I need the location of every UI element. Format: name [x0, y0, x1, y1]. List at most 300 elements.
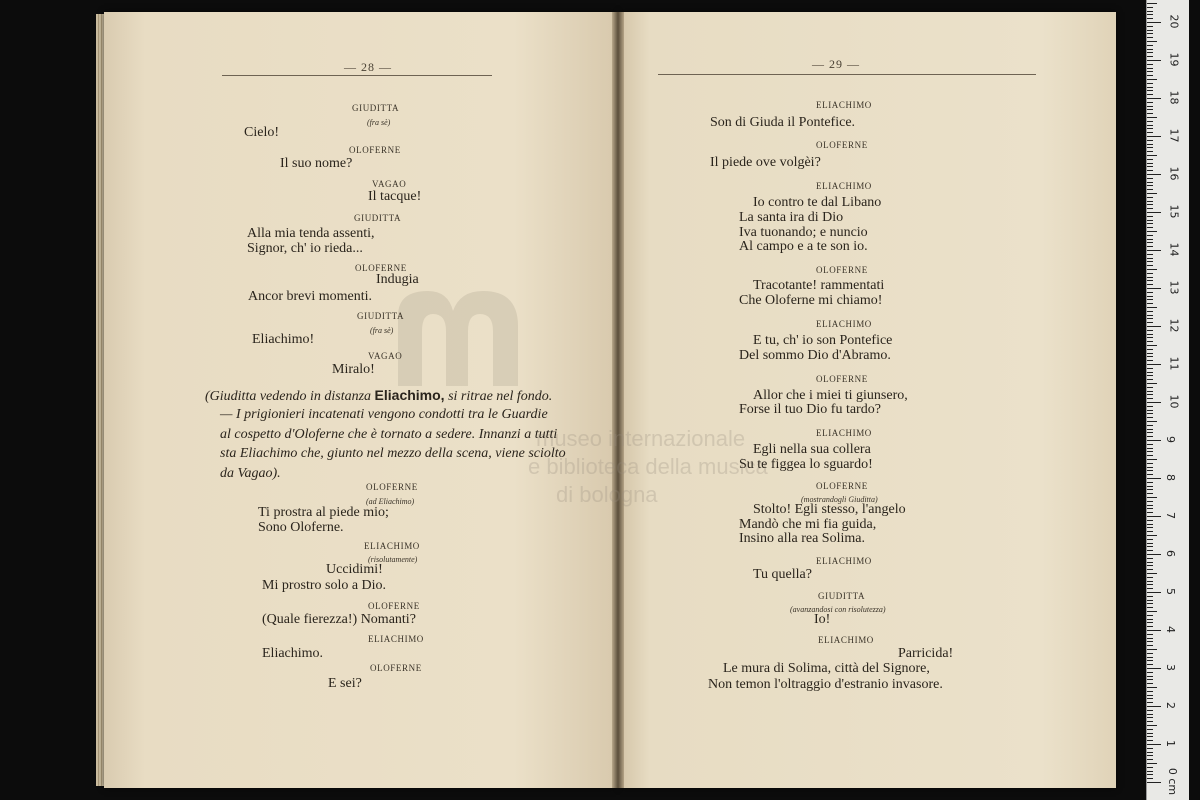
right-speaker-name: GIUDITTA: [818, 591, 866, 601]
ruler-tick: [1147, 569, 1153, 570]
ruler-tick: [1147, 254, 1153, 255]
left-verse-line: Sono Oloferne.: [258, 520, 344, 535]
ruler-tick: [1147, 413, 1153, 414]
ruler-tick: [1147, 56, 1153, 57]
ruler-tick: [1147, 326, 1161, 327]
ruler-tick: [1147, 615, 1153, 616]
ruler-tick: [1147, 341, 1153, 342]
ruler-tick: [1147, 565, 1153, 566]
right-verse-line: La santa ira di Dio: [739, 210, 844, 225]
ruler-tick: [1147, 64, 1153, 65]
right-verse-line: Stolto! Egli stesso, l'angelo: [753, 502, 906, 517]
ruler-tick: [1147, 79, 1157, 80]
ruler-tick: [1147, 600, 1153, 601]
left-verse-line: Eliachimo.: [262, 646, 324, 661]
ruler-tick: [1147, 128, 1153, 129]
ruler-tick: [1147, 410, 1153, 411]
ruler-tick: [1147, 710, 1153, 711]
ruler-tick: [1147, 752, 1153, 753]
ruler-tick: [1147, 11, 1153, 12]
ruler-tick: [1147, 166, 1153, 167]
ruler-tick: [1147, 634, 1153, 635]
ruler-tick: [1147, 611, 1157, 612]
right-verse-line: Insino alla rea Solima.: [739, 531, 865, 546]
ruler-tick: [1147, 33, 1153, 34]
ruler-tick: [1147, 193, 1157, 194]
right-verse-line: Io contro te dal Libano: [753, 195, 882, 210]
ruler-tick: [1147, 242, 1153, 243]
ruler-label: 13: [1167, 280, 1181, 295]
ruler-tick: [1147, 261, 1153, 262]
ruler-tick: [1147, 497, 1157, 498]
ruler-label: 16: [1167, 166, 1181, 181]
ruler-tick: [1147, 486, 1153, 487]
ruler-label: 9: [1164, 436, 1177, 443]
ruler-tick: [1147, 478, 1161, 479]
ruler-label: 14: [1167, 242, 1181, 257]
right-stage-note: (avanzandosi con risolutezza): [790, 605, 886, 614]
ruler-label: 19: [1167, 52, 1181, 67]
stage-direction-line: [220, 407, 548, 423]
ruler-tick: [1147, 748, 1153, 749]
ruler-tick: [1147, 421, 1157, 422]
ruler-tick: [1147, 109, 1153, 110]
ruler-tick: [1147, 163, 1153, 164]
ruler-tick: [1147, 68, 1153, 69]
left-stage-note: (ad Eliachimo): [366, 497, 415, 506]
ruler-tick: [1147, 398, 1153, 399]
ruler-tick: [1147, 622, 1153, 623]
ruler-tick: [1147, 444, 1153, 445]
ruler-tick: [1147, 140, 1153, 141]
right-speaker-name: ELIACHIMO: [818, 635, 874, 645]
right-verse-line: Son di Giuda il Pontefice.: [710, 115, 856, 130]
right-verse-line: Non temon l'oltraggio d'estranio invasore.: [708, 677, 943, 692]
left-verse-line: Cielo!: [244, 125, 279, 140]
ruler-label: 0 cm: [1166, 767, 1180, 796]
ruler-tick: [1147, 455, 1153, 456]
ruler-tick: [1147, 113, 1153, 114]
ruler-tick: [1147, 106, 1153, 107]
ruler-tick: [1147, 170, 1153, 171]
ruler-tick: [1147, 740, 1153, 741]
left-page-number: — 28 —: [344, 60, 392, 74]
ruler-label: 12: [1167, 318, 1181, 333]
ruler-tick: [1147, 204, 1153, 205]
ruler-tick: [1147, 653, 1153, 654]
stage-direction-line: [205, 387, 552, 405]
ruler-tick: [1147, 22, 1161, 23]
ruler-tick: [1147, 223, 1153, 224]
ruler-tick: [1147, 189, 1153, 190]
ruler-tick: [1147, 159, 1153, 160]
ruler-tick: [1147, 277, 1153, 278]
ruler-tick: [1147, 26, 1153, 27]
ruler-tick: [1147, 448, 1153, 449]
left-verse-line: Signor, ch' io rieda...: [247, 241, 363, 256]
ruler-tick: [1147, 702, 1153, 703]
left-verse-line: Il suo nome?: [280, 156, 353, 171]
ruler-tick: [1147, 375, 1153, 376]
ruler-tick: [1147, 725, 1157, 726]
ruler-label: 10: [1167, 394, 1181, 409]
ruler-tick: [1147, 774, 1153, 775]
right-speaker-name: ELIACHIMO: [816, 556, 872, 566]
ruler-tick: [1147, 581, 1153, 582]
ruler-tick: [1147, 14, 1153, 15]
left-speaker-name: GIUDITTA: [357, 311, 405, 321]
ruler-tick: [1147, 638, 1153, 639]
ruler-tick: [1147, 37, 1153, 38]
ruler-tick: [1147, 280, 1153, 281]
ruler-tick: [1147, 185, 1153, 186]
ruler-tick: [1147, 425, 1153, 426]
ruler-tick: [1147, 543, 1153, 544]
stage-direction-text: sta Eliachimo che, giunto nel mezzo della scena, viene sciolto: [220, 446, 566, 461]
ruler-label: 5: [1164, 588, 1177, 595]
ruler-tick: [1147, 763, 1157, 764]
right-verse-line: Tracotante! rammentati: [753, 278, 885, 293]
ruler-tick: [1147, 296, 1153, 297]
ruler-tick: [1147, 52, 1153, 53]
left-speaker-name: GIUDITTA: [352, 103, 400, 113]
ruler-tick: [1147, 520, 1153, 521]
stage-direction-bold: Eliachimo,: [374, 387, 445, 403]
ruler-tick: [1147, 379, 1153, 380]
ruler-tick: [1147, 7, 1153, 8]
ruler-tick: [1147, 147, 1153, 148]
ruler-tick: [1147, 265, 1153, 266]
left-speaker-name: ELIACHIMO: [368, 634, 424, 644]
right-speaker-name: OLOFERNE: [816, 481, 868, 491]
ruler-tick: [1147, 440, 1161, 441]
right-verse-line: Su te figgea lo sguardo!: [739, 457, 873, 472]
ruler-tick: [1147, 250, 1161, 251]
left-stage-note: (fra sè): [370, 326, 394, 335]
ruler-tick: [1147, 619, 1153, 620]
ruler-tick: [1147, 144, 1153, 145]
stage-direction-text: (Giuditta vedendo in distanza: [205, 389, 375, 404]
ruler-tick: [1147, 588, 1153, 589]
ruler-tick: [1147, 349, 1153, 350]
right-verse-line: Del sommo Dio d'Abramo.: [739, 348, 891, 363]
ruler-tick: [1147, 322, 1153, 323]
stage-direction-line: [220, 446, 566, 462]
ruler-tick: [1147, 489, 1153, 490]
ruler-tick: [1147, 660, 1153, 661]
left-speaker-name: ELIACHIMO: [364, 541, 420, 551]
ruler-label: 6: [1164, 550, 1177, 557]
ruler-tick: [1147, 208, 1153, 209]
ruler-tick: [1147, 197, 1153, 198]
measuring-ruler: [1146, 0, 1189, 800]
ruler-tick: [1147, 216, 1153, 217]
left-verse-line: Uccidimi!: [326, 562, 383, 577]
ruler-tick: [1147, 717, 1153, 718]
right-speaker-name: OLOFERNE: [816, 265, 868, 275]
left-speaker-name: GIUDITTA: [354, 213, 402, 223]
ruler-tick: [1147, 220, 1153, 221]
left-speaker-name: VAGAO: [372, 179, 407, 189]
ruler-tick: [1147, 744, 1161, 745]
ruler-tick: [1147, 288, 1161, 289]
ruler-tick: [1147, 698, 1153, 699]
left-verse-line: E sei?: [328, 676, 362, 691]
ruler-tick: [1147, 307, 1157, 308]
ruler-tick: [1147, 539, 1153, 540]
ruler-tick: [1147, 353, 1153, 354]
ruler-tick: [1147, 531, 1153, 532]
ruler-tick: [1147, 592, 1161, 593]
ruler-tick: [1147, 273, 1153, 274]
right-verse-line: Tu quella?: [753, 567, 812, 582]
ruler-tick: [1147, 49, 1153, 50]
right-verse-line: Io!: [814, 612, 831, 627]
ruler-tick: [1147, 683, 1153, 684]
ruler-tick: [1147, 603, 1153, 604]
ruler-tick: [1147, 303, 1153, 304]
ruler-tick: [1147, 71, 1153, 72]
left-verse-line: Mi prostro solo a Dio.: [262, 578, 387, 593]
ruler-tick: [1147, 246, 1153, 247]
ruler-tick: [1147, 577, 1153, 578]
ruler-tick: [1147, 406, 1153, 407]
ruler-label: 15: [1167, 204, 1181, 219]
left-speaker-name: OLOFERNE: [349, 145, 401, 155]
ruler-tick: [1147, 330, 1153, 331]
right-speaker-name: ELIACHIMO: [816, 319, 872, 329]
ruler-tick: [1147, 41, 1157, 42]
left-stage-note: (fra sè): [367, 118, 391, 127]
ruler-tick: [1147, 402, 1161, 403]
left-verse-line: Alla mia tenda assenti,: [247, 226, 375, 241]
ruler-tick: [1147, 459, 1157, 460]
left-verse-line: Eliachimo!: [252, 332, 315, 347]
ruler-tick: [1147, 155, 1157, 156]
left-speaker-name: OLOFERNE: [366, 482, 418, 492]
ruler-tick: [1147, 337, 1153, 338]
ruler-tick: [1147, 60, 1161, 61]
ruler-tick: [1147, 706, 1161, 707]
ruler-tick: [1147, 630, 1161, 631]
ruler-tick: [1147, 292, 1153, 293]
stage-direction-text: si ritrae nel fondo.: [444, 389, 553, 404]
ruler-tick: [1147, 75, 1153, 76]
ruler-tick: [1147, 512, 1153, 513]
ruler-tick: [1147, 391, 1153, 392]
right-verse-line: E tu, ch' io son Pontefice: [753, 333, 893, 348]
ruler-tick: [1147, 299, 1153, 300]
ruler-tick: [1147, 178, 1153, 179]
left-stage-note: (risolutamente): [368, 555, 418, 564]
ruler-label: 17: [1167, 128, 1181, 143]
right-page-number: — 29 —: [812, 57, 860, 71]
ruler-tick: [1147, 432, 1153, 433]
ruler-tick: [1147, 691, 1153, 692]
ruler-tick: [1147, 482, 1153, 483]
ruler-label: 4: [1164, 626, 1177, 633]
ruler-tick: [1147, 356, 1153, 357]
ruler-tick: [1147, 546, 1153, 547]
ruler-tick: [1147, 125, 1153, 126]
ruler-tick: [1147, 467, 1153, 468]
ruler-label: 20: [1167, 14, 1181, 29]
ruler-tick: [1147, 117, 1157, 118]
ruler-tick: [1147, 121, 1153, 122]
stage-direction-text: al cospetto d'Oloferne che è tornato a sedere. Innanzi a tutti: [220, 427, 558, 442]
ruler-tick: [1147, 649, 1157, 650]
museum-logo-watermark: [388, 286, 528, 396]
ruler-tick: [1147, 360, 1153, 361]
ruler-tick: [1147, 174, 1161, 175]
ruler-tick: [1147, 527, 1153, 528]
ruler-tick: [1147, 657, 1153, 658]
ruler-tick: [1147, 372, 1153, 373]
watermark-line-1: museo internazionale: [536, 426, 746, 451]
ruler-tick: [1147, 231, 1157, 232]
ruler-tick: [1147, 269, 1157, 270]
ruler-tick: [1147, 562, 1153, 563]
ruler-tick: [1147, 729, 1153, 730]
left-speaker-name: OLOFERNE: [355, 263, 407, 273]
ruler-tick: [1147, 227, 1153, 228]
ruler-tick: [1147, 524, 1153, 525]
stage-direction-line: [220, 427, 557, 443]
ruler-tick: [1147, 470, 1153, 471]
ruler-tick: [1147, 387, 1153, 388]
left-speaker-name: OLOFERNE: [370, 663, 422, 673]
left-speaker-name: VAGAO: [368, 351, 403, 361]
ruler-tick: [1147, 87, 1153, 88]
ruler-tick: [1147, 558, 1153, 559]
ruler-tick: [1147, 182, 1153, 183]
ruler-tick: [1147, 695, 1153, 696]
left-verse-line: Il tacque!: [368, 189, 422, 204]
ruler-tick: [1147, 733, 1153, 734]
ruler-tick: [1147, 535, 1157, 536]
ruler-tick: [1147, 364, 1161, 365]
left-verse-line: Indugia: [376, 272, 419, 287]
left-verse-line: Ti prostra al piede mio;: [258, 505, 389, 520]
ruler-tick: [1147, 501, 1153, 502]
right-speaker-name: ELIACHIMO: [816, 181, 872, 191]
stage-direction-text: — I prigionieri incatenati vengono condotti tra le Guardie: [220, 407, 548, 422]
ruler-tick: [1147, 573, 1157, 574]
ruler-tick: [1147, 136, 1161, 137]
ruler-tick: [1147, 554, 1161, 555]
ruler-tick: [1147, 94, 1153, 95]
ruler-tick: [1147, 668, 1161, 669]
ruler-tick: [1147, 778, 1153, 779]
ruler-tick: [1147, 436, 1153, 437]
ruler-tick: [1147, 345, 1157, 346]
ruler-label: 3: [1164, 664, 1177, 671]
watermark-line-3: di bologna: [556, 482, 658, 507]
ruler-tick: [1147, 83, 1153, 84]
ruler-tick: [1147, 607, 1153, 608]
ruler-tick: [1147, 463, 1153, 464]
ruler-tick: [1147, 596, 1153, 597]
ruler-tick: [1147, 98, 1161, 99]
ruler-tick: [1147, 3, 1157, 4]
ruler-label: 1: [1164, 740, 1177, 747]
right-verse-line: Al campo e a te son io.: [739, 239, 868, 254]
ruler-tick: [1147, 318, 1153, 319]
ruler-tick: [1147, 767, 1153, 768]
ruler-tick: [1147, 508, 1153, 509]
ruler-tick: [1147, 626, 1153, 627]
ruler-tick: [1147, 284, 1153, 285]
ruler-tick: [1147, 676, 1153, 677]
ruler-tick: [1147, 550, 1153, 551]
ruler-tick: [1147, 759, 1153, 760]
ruler-tick: [1147, 672, 1153, 673]
ruler-tick: [1147, 311, 1153, 312]
ruler-tick: [1147, 516, 1161, 517]
ruler-tick: [1147, 334, 1153, 335]
ruler-tick: [1147, 18, 1153, 19]
left-verse-line: Ancor brevi momenti.: [248, 289, 373, 304]
right-speaker-name: OLOFERNE: [816, 374, 868, 384]
ruler-tick: [1147, 721, 1153, 722]
ruler-tick: [1147, 679, 1153, 680]
right-verse-line: Che Oloferne mi chiamo!: [739, 293, 883, 308]
ruler-tick: [1147, 645, 1153, 646]
ruler-tick: [1147, 394, 1153, 395]
ruler-tick: [1147, 45, 1153, 46]
ruler-label: 2: [1164, 702, 1177, 709]
ruler-tick: [1147, 90, 1153, 91]
ruler-label: 11: [1167, 356, 1181, 371]
ruler-tick: [1147, 641, 1153, 642]
ruler-tick: [1147, 258, 1153, 259]
left-verse-line: (Quale fierezza!) Nomanti?: [262, 612, 416, 627]
stage-direction-line: [220, 466, 281, 482]
right-verse-line: Allor che i miei ti giunsero,: [753, 388, 908, 403]
right-speaker-name: ELIACHIMO: [816, 100, 872, 110]
book-gutter: [612, 12, 624, 788]
ruler-tick: [1147, 782, 1161, 783]
ruler-label: 7: [1164, 512, 1177, 519]
watermark-line-2: e biblioteca della musica: [528, 454, 768, 479]
ruler-tick: [1147, 505, 1153, 506]
ruler-tick: [1147, 315, 1153, 316]
right-speaker-name: ELIACHIMO: [816, 428, 872, 438]
right-speaker-name: OLOFERNE: [816, 140, 868, 150]
right-stage-note: (mostrandogli Giuditta): [801, 495, 878, 504]
ruler-tick: [1147, 771, 1153, 772]
ruler-tick: [1147, 451, 1153, 452]
ruler-tick: [1147, 493, 1153, 494]
ruler-tick: [1147, 429, 1153, 430]
ruler-tick: [1147, 201, 1153, 202]
ruler-label: 18: [1167, 90, 1181, 105]
ruler-tick: [1147, 102, 1153, 103]
ruler-tick: [1147, 368, 1153, 369]
ruler-tick: [1147, 714, 1153, 715]
ruler-tick: [1147, 383, 1157, 384]
ruler-tick: [1147, 239, 1153, 240]
ruler-tick: [1147, 30, 1153, 31]
right-verse-line: Le mura di Solima, città del Signore,: [723, 661, 930, 676]
right-verse-line: Iva tuonando; e nuncio: [739, 225, 868, 240]
ruler-tick: [1147, 755, 1153, 756]
ruler-label: 8: [1164, 474, 1177, 481]
ruler-tick: [1147, 212, 1161, 213]
right-verse-line: Egli nella sua collera: [753, 442, 871, 457]
left-verse-line: Miralo!: [332, 362, 375, 377]
ruler-tick: [1147, 151, 1153, 152]
